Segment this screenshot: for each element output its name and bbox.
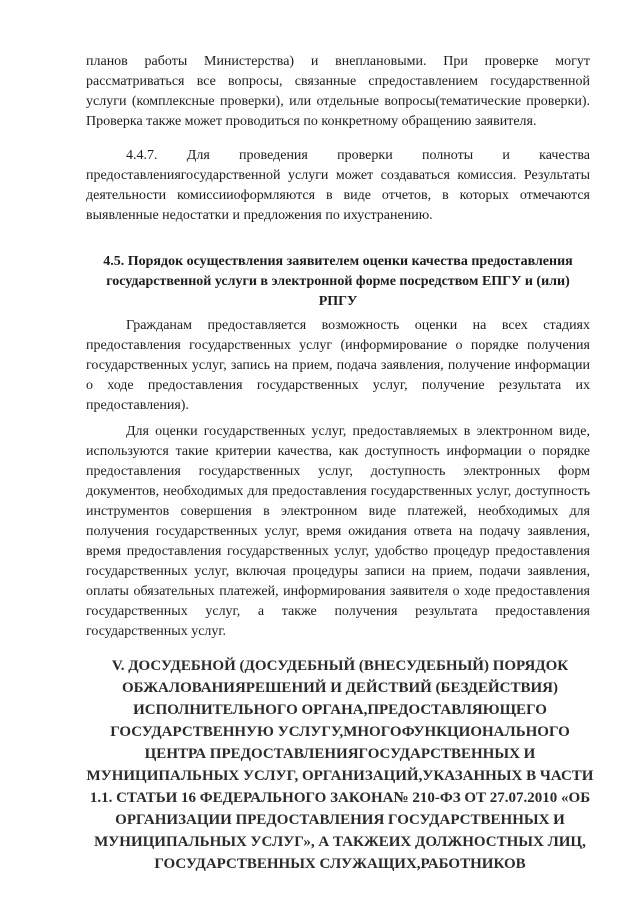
- heading-line: ГОСУДАРСТВЕННЫХ СЛУЖАЩИХ,РАБОТНИКОВ: [154, 856, 526, 872]
- heading-line: ГОСУДАРСТВЕННУЮ УСЛУГУ,МНОГОФУНКЦИОНАЛЬНОГО: [110, 724, 570, 740]
- section-4-5-body: [86, 316, 590, 642]
- heading-line: ИСПОЛНИТЕЛЬНОГО ОРГАНА,ПРЕДОСТАВЛЯЮЩЕГО: [133, 702, 547, 718]
- heading-line: ЦЕНТРА ПРЕДОСТАВЛЕНИЯГОСУДАРСТВЕННЫХ И: [144, 746, 536, 762]
- heading-line: МУНИЦИПАЛЬНЫХ УСЛУГ», А ТАКЖЕИХ ДОЛЖНОСТНЫХ ЛИЦ,: [94, 834, 586, 850]
- section-5-heading: [70, 655, 610, 875]
- paragraph-4-5-2: Для оценки государственных услуг, предоставляемых в электронном виде, используются такие критерии качества, как доступность информации о порядке предоставления государственных услуг, доступность электронных форм документов, необходимых для предоставления государственных услуг, доступность инструментов совершения в электронном виде платежей, необходимых для получения государственных услуг, время ожидания ответа на подачу заявления, время предоставления государственных услуг, удобство процедур предоставления государственных услуг, включая процедуры записи на прием, подачи заявления, оплаты обязательных платежей, информирования заявителя о ходе предоставления государственных услуг, а также получения результата предоставления государственных услуг.: [86, 424, 590, 639]
- paragraph-continued: планов работы Министерства) и внеплановыми. При проверке могут рассматриваться все вопросы, связанные спредоставлением государственной услуги (комплексные проверки), или отдельные вопросы(тематические проверки). Проверка также может проводиться по конкретному обращению заявителя.: [86, 54, 590, 129]
- heading-line: ОРГАНИЗАЦИИ ПРЕДОСТАВЛЕНИЯ ГОСУДАРСТВЕННЫХ И: [115, 812, 565, 828]
- section-4-5-heading: [86, 252, 590, 312]
- heading-line: 4.5. Порядок осуществления заявителем оценки качества предоставления: [103, 254, 573, 269]
- heading-line: V. ДОСУДЕБНОЙ (ДОСУДЕБНЫЙ (ВНЕСУДЕБНЫЙ) ПОРЯДОК: [111, 658, 569, 674]
- paragraph-4-5-1: Гражданам предоставляется возможность оценки на всех стадиях предоставления государственных услуг (информирование о порядке получения государственных услуг, запись на прием, подача заявления, получение информации о ходе предоставления государственных услуг, получение результата их предоставления).: [86, 318, 590, 413]
- heading-line: государственной услуги в электронной форме посредством ЕПГУ и (или): [106, 274, 570, 289]
- section-4-4-tail: [86, 52, 590, 226]
- heading-line: РПГУ: [318, 294, 358, 309]
- heading-line: 1.1. СТАТЬИ 16 ФЕДЕРАЛЬНОГО ЗАКОНА№ 210-ФЗ ОТ 27.07.2010 «ОБ: [89, 790, 591, 806]
- heading-line: МУНИЦИПАЛЬНЫХ УСЛУГ, ОРГАНИЗАЦИЙ,УКАЗАННЫХ В ЧАСТИ: [86, 768, 594, 784]
- heading-line: ОБЖАЛОВАНИЯРЕШЕНИЙ И ДЕЙСТВИЙ (БЕЗДЕЙСТВИЯ): [122, 680, 558, 696]
- paragraph-4-4-7: 4.4.7. Для проведения проверки полноты и качества предоставлениягосударственной услуги может создаваться комиссия. Результаты деятельности комиссииоформляются в виде отчетов, в которых отмечаются выявленные недостатки и предложения по ихустранению.: [86, 148, 590, 223]
